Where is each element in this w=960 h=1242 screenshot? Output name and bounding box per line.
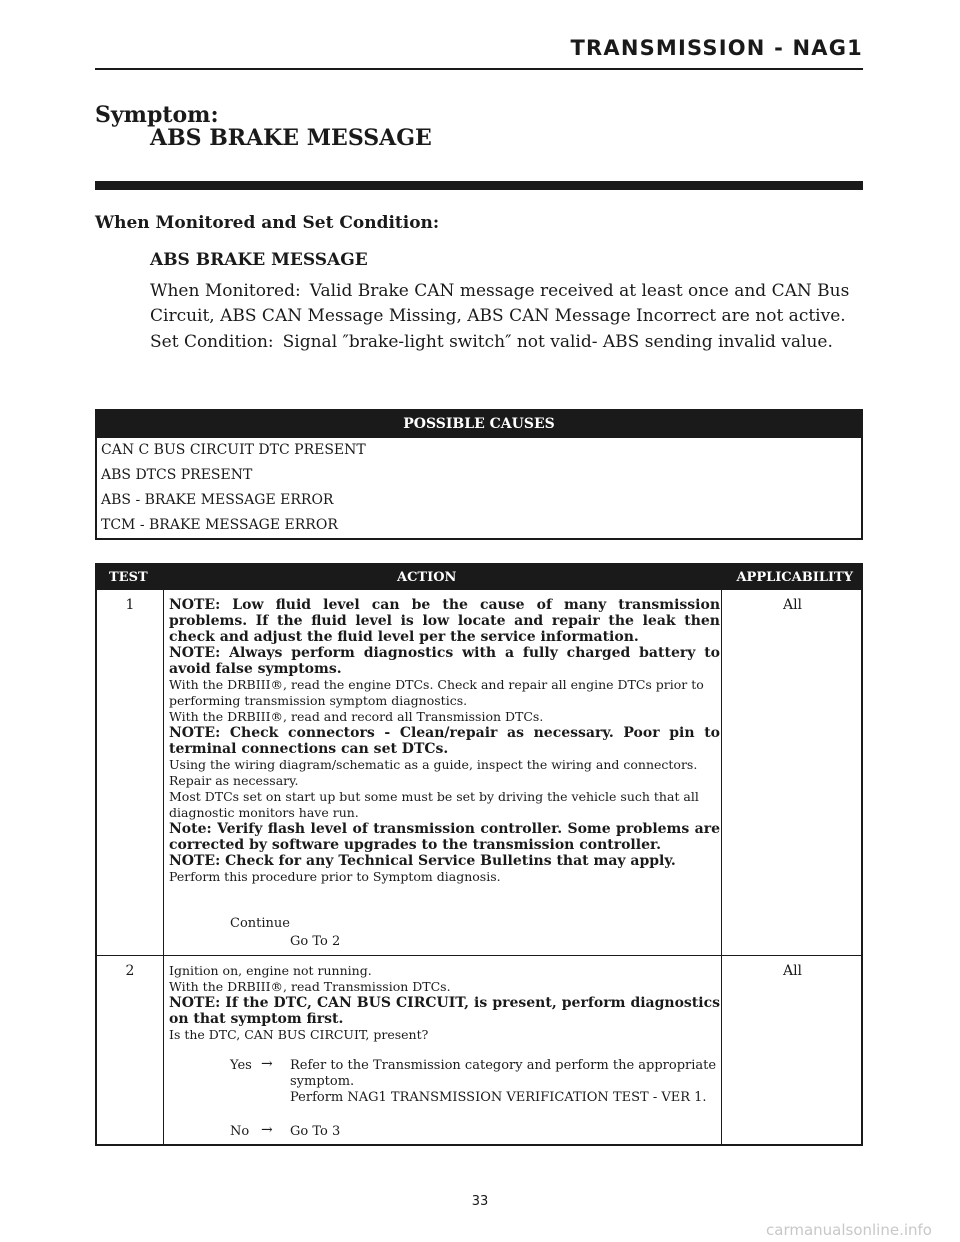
header-rule bbox=[95, 68, 863, 70]
applicability: All bbox=[782, 963, 803, 979]
page-number: 33 bbox=[471, 1194, 489, 1209]
header-action: ACTION bbox=[397, 570, 457, 585]
conditions-title: ABS BRAKE MESSAGE bbox=[150, 250, 368, 270]
result-continue-action: Go To 2 bbox=[290, 934, 341, 949]
set-condition-label: Set Condition: bbox=[150, 332, 274, 352]
note-text: NOTE: Low fluid level can be the cause of many transmission problems. If the fluid level is low locate and repair the leak then check and adjust the fluid level per the service information. bbox=[169, 597, 720, 645]
arrow-icon: → bbox=[261, 1122, 273, 1138]
header-applicability: APPLICABILITY bbox=[736, 570, 853, 585]
note-text: NOTE: If the DTC, CAN BUS CIRCUIT, is present, perform diagnostics on that symptom first. bbox=[169, 995, 720, 1027]
step-text: Perform this procedure prior to Symptom diagnosis. bbox=[169, 869, 501, 884]
note-text: NOTE: Check connectors - Clean/repair as necessary. Poor pin to terminal connections can set DTCs. bbox=[169, 725, 720, 757]
set-condition bbox=[150, 332, 833, 352]
possible-causes-table bbox=[95, 409, 863, 540]
result-yes-label: Yes bbox=[230, 1058, 252, 1073]
step-text: Most DTCs set on start up but some must be set by driving the vehicle such that all diagnostic monitors have run. bbox=[169, 789, 699, 820]
note-text: Note: Verify flash level of transmission controller. Some problems are corrected by software upgrades to the transmission controller. bbox=[169, 821, 720, 853]
result-no-text: Go To 3 bbox=[290, 1124, 341, 1139]
test-2-action bbox=[169, 963, 720, 1043]
test-number: 2 bbox=[125, 963, 135, 979]
note-text: NOTE: Check for any Technical Service Bulletins that may apply. bbox=[169, 853, 676, 869]
test-table bbox=[95, 563, 863, 1146]
result-no-label: No bbox=[230, 1124, 250, 1139]
result-continue-label: Continue bbox=[230, 916, 290, 931]
symptom-label: Symptom: bbox=[95, 102, 219, 128]
conditions-heading: When Monitored and Set Condition: bbox=[95, 213, 440, 233]
when-monitored-text: Valid Brake CAN message received at least once and CAN Bus Circuit, ABS CAN Message Missing, ABS CAN Message Incorrect are not active. bbox=[150, 281, 850, 326]
step-text: Is the DTC, CAN BUS CIRCUIT, present? bbox=[169, 1027, 429, 1042]
running-header-title: TRANSMISSION - NAG1 bbox=[570, 36, 863, 60]
when-monitored-label: When Monitored: bbox=[150, 281, 301, 301]
cause-item: CAN C BUS CIRCUIT DTC PRESENT bbox=[101, 442, 366, 458]
set-condition-text: Signal ″brake-light switch″ not valid- ABS sending invalid value. bbox=[282, 332, 833, 352]
symptom-name: ABS BRAKE MESSAGE bbox=[150, 125, 432, 151]
test-table-header bbox=[97, 565, 861, 590]
cause-item: ABS - BRAKE MESSAGE ERROR bbox=[101, 492, 334, 508]
arrow-icon: → bbox=[261, 1056, 273, 1072]
step-text: Using the wiring diagram/schematic as a guide, inspect the wiring and connectors. Repair as necessary. bbox=[169, 757, 698, 788]
column-divider bbox=[163, 590, 164, 1144]
section-divider bbox=[95, 181, 863, 190]
watermark: carmanualsonline.info bbox=[766, 1221, 932, 1239]
row-divider bbox=[97, 955, 861, 956]
header-test: TEST bbox=[109, 570, 148, 585]
result-yes-text bbox=[290, 1058, 720, 1106]
cause-item: TCM - BRAKE MESSAGE ERROR bbox=[101, 517, 338, 533]
note-text: NOTE: Always perform diagnostics with a fully charged battery to avoid false symptoms. bbox=[169, 645, 720, 677]
step-text: With the DRBIII®, read Transmission DTCs. bbox=[169, 979, 451, 994]
test-number: 1 bbox=[125, 597, 135, 613]
step-text: With the DRBIII®, read the engine DTCs. Check and repair all engine DTCs prior to performing transmission symptom diagnostics. bbox=[169, 677, 704, 708]
result-yes-text-1: Refer to the Transmission category and perform the appropriate symptom. bbox=[290, 1058, 717, 1089]
possible-causes-heading: POSSIBLE CAUSES bbox=[97, 411, 861, 438]
step-text: Ignition on, engine not running. bbox=[169, 963, 372, 978]
test-1-action bbox=[169, 597, 720, 885]
column-divider bbox=[721, 590, 722, 1144]
result-yes-text-2: Perform NAG1 TRANSMISSION VERIFICATION TEST - VER 1. bbox=[290, 1090, 707, 1105]
applicability: All bbox=[782, 597, 803, 613]
cause-item: ABS DTCS PRESENT bbox=[101, 467, 253, 483]
when-monitored bbox=[150, 279, 865, 329]
step-text: With the DRBIII®, read and record all Transmission DTCs. bbox=[169, 709, 544, 724]
